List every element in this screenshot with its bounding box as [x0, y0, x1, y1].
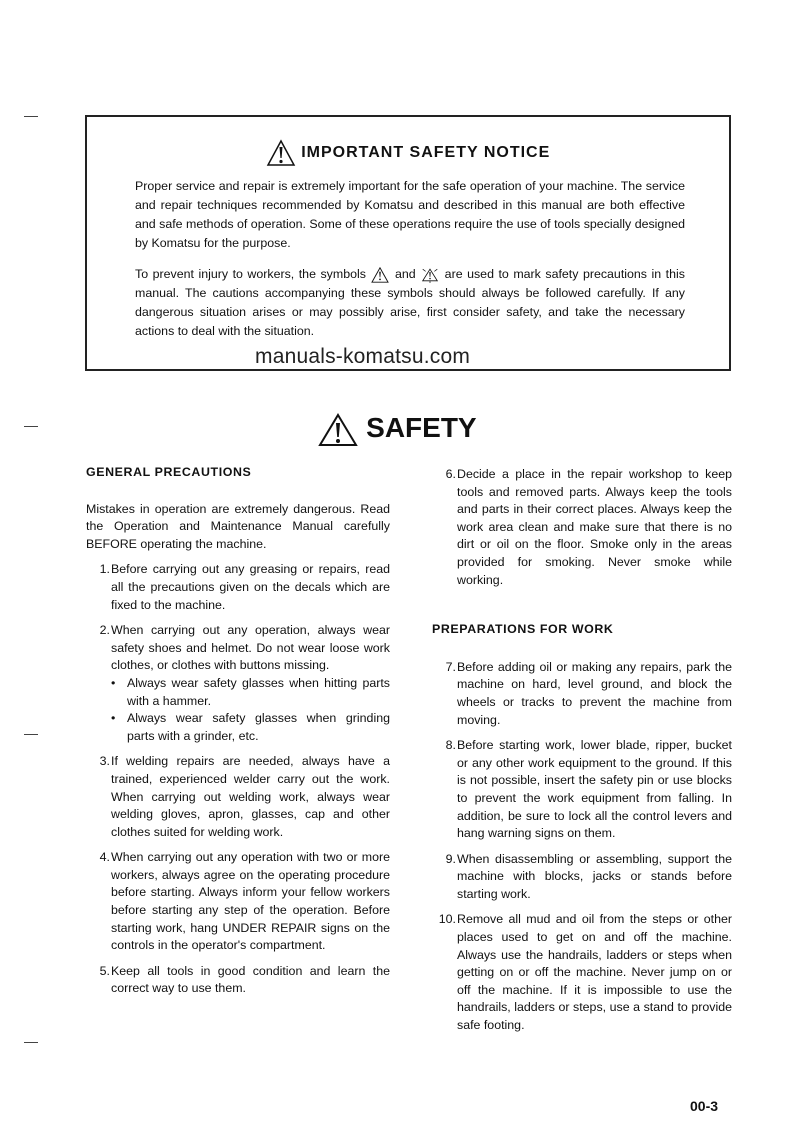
item-number: 6.	[445, 467, 456, 481]
notice-text: To prevent injury to workers, the symbols	[135, 267, 366, 281]
item-number: 2.	[99, 623, 110, 638]
item-number: 7.	[445, 659, 456, 674]
warning-triangle-icon	[370, 267, 390, 283]
left-column	[86, 464, 390, 1006]
list-item	[432, 737, 732, 843]
item-number: 10.	[438, 912, 456, 927]
warning-triangle-icon	[266, 139, 296, 167]
list-item	[86, 561, 390, 614]
item-number: 5.	[99, 963, 110, 978]
notice-text: and	[394, 267, 416, 281]
margin-mark	[24, 1036, 38, 1043]
safety-heading	[0, 412, 795, 447]
item-number: 8.	[445, 738, 456, 753]
item-text: Before adding oil or making any repairs, park the machine on hard, level ground, and block the wheels or tracks to prevent the machine from moving.	[457, 659, 732, 727]
list-item	[86, 622, 390, 745]
preparations-heading: PREPARATIONS FOR WORK	[432, 622, 614, 637]
notice-paragraph-1: Proper service and repair is extremely important for the safe operation of your machine. The service and repair techniques recommended by Komatsu and described in this manual are both effective and safe methods of operation. Some of these operations require the use of tools specially designed by Komatsu for the purpose.	[135, 179, 685, 250]
list-item	[86, 963, 390, 998]
item-text: Keep all tools in good condition and learn the correct way to use them.	[111, 963, 390, 996]
notice-text: are used to mark safety precautions in this manual. The cautions accompanying these symbols should always be followed carefully. If any dangerous situation arises or may possibly arise, first consider safety, and take the necessary actions to deal with the situation.	[135, 267, 685, 338]
danger-triangle-icon	[420, 267, 440, 283]
general-precautions-heading: GENERAL PRECAUTIONS	[86, 465, 252, 479]
item-text: Remove all mud and oil from the steps or other places used to get on and off the machine. Always use the handrails, ladders or steps when getting on or off the machine. Never jump on or off the machine. If it is impossible to use the handrails, ladders or steps, use a stand to provide safe footing.	[457, 912, 732, 1033]
item-text: If welding repairs are needed, always have a trained, experienced welder carry out the work. When carrying out welding work, always wear welding gloves, apron, glasses, cap and other clothes suited for welding work.	[111, 754, 390, 839]
list-item	[86, 849, 390, 955]
item-text: When carrying out any operation, always wear safety shoes and helmet. Do not wear loose work clothes, or clothes with buttons missing.	[111, 623, 390, 673]
general-intro: Mistakes in operation are extremely dangerous. Read the Operation and Maintenance Manual carefully BEFORE operating the machine.	[86, 501, 390, 551]
item-text: When disassembling or assembling, support the machine with blocks, jacks or stands before starting work.	[457, 851, 732, 901]
list-item	[432, 851, 732, 904]
item-text: Before starting work, lower blade, ripper, bucket or any other work equipment to the ground. If this is not possible, insert the safety pin or use blocks to prevent the work equipment from falling. In addition, be sure to lock all the control levers and hang warning signs on them.	[457, 738, 732, 841]
important-safety-notice-box	[85, 115, 731, 371]
notice-title	[87, 139, 729, 167]
notice-paragraph-2	[135, 265, 685, 341]
item-text: Before carrying out any greasing or repairs, read all the precautions given on the decals which are fixed to the machine.	[111, 562, 390, 612]
margin-mark	[24, 728, 38, 735]
item-number: 9.	[445, 851, 456, 866]
right-column	[432, 466, 732, 1043]
bullet-text: Always wear safety glasses when grinding parts with a grinder, etc.	[127, 711, 390, 743]
warning-triangle-icon	[318, 413, 358, 447]
list-item	[86, 753, 390, 841]
list-item	[432, 911, 732, 1034]
notice-title-text: IMPORTANT SAFETY NOTICE	[301, 144, 551, 162]
bullet-item: • Always wear safety glasses when grinding parts with a grinder, etc.	[111, 710, 390, 745]
item-number: 3.	[99, 754, 110, 769]
margin-mark	[24, 110, 38, 117]
list-item	[432, 659, 732, 729]
safety-heading-text: SAFETY	[366, 412, 477, 443]
watermark: manuals-komatsu.com	[255, 345, 471, 368]
item-number: 4.	[99, 850, 110, 865]
bullet-text: Always wear safety glasses when hitting parts with a hammer.	[127, 675, 390, 708]
page-number: 00-3	[690, 1098, 719, 1114]
item-text: Decide a place in the repair workshop to keep tools and removed parts. Always keep the tools and parts in their correct places. Always keep the work area clean and make sure that there is no dirt or oil on the floor. Smoke only in the areas provided for smoking. Never smoke while working.	[457, 467, 732, 587]
item-number: 1.	[99, 562, 110, 577]
bullet-item: • Always wear safety glasses when hitting parts with a hammer.	[111, 675, 390, 710]
item-text: When carrying out any operation with two or more workers, always agree on the operating procedure before starting. Always inform your fellow workers before starting any step of the operation. Before starting work, hang UNDER REPAIR signs on the controls in the operator's compartment.	[111, 850, 390, 953]
list-item	[432, 466, 732, 589]
